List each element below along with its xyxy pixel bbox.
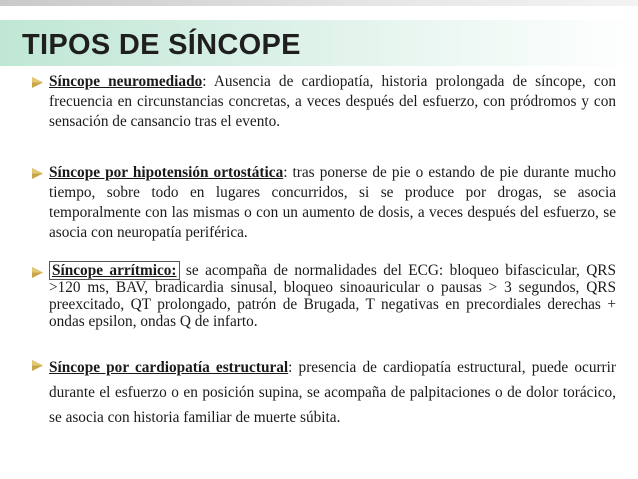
arrow-bullet-icon xyxy=(32,168,43,179)
term-description: presencia de cardiopatía estructural, puede ocurrir durante el esfuerzo o en posición supina, se acompaña de palpitaciones o de dolor torácico, se asocia con historia familiar de muerte súbita. xyxy=(49,359,616,426)
term-label: Síncope por cardiopatía estructural xyxy=(49,359,289,376)
term-description: Ausencia de cardiopatía, historia prolongada de síncope, con frecuencia en circunstancias concretas, a veces después del esfuerzo, con pródromos y con sensación de cansancio tras el evento. xyxy=(49,73,616,130)
top-decorative-bar xyxy=(0,0,638,6)
slide-title: TIPOS DE SÍNCOPE xyxy=(22,29,301,61)
list-item-text xyxy=(49,262,616,330)
term-separator: : xyxy=(283,164,288,181)
arrow-bullet-icon xyxy=(32,77,43,88)
term-description: se acompaña de normalidades del ECG: bloqueo bifascicular, QRS >120 ms, BAV, bradicardia sinusal, bloqueo sinoauricular o pausas > 3 segundos, QRS preexcitado, QT prolongado, patrón de Brugada, T negativas en precordiales derechas + ondas epsilon, ondas Q de infarto. xyxy=(49,262,616,330)
term-separator: : xyxy=(202,73,207,90)
term-separator: : xyxy=(288,359,293,376)
term-label: Síncope arrítmico: xyxy=(49,261,180,280)
term-description: tras ponerse de pie o estando de pie durante mucho tiempo, sobre todo en lugares concurridos, si se produce por drogas, se asocia temporalmente con las mismas o con un aumento de dosis, a veces después del esfuerzo, se asocia con neuropatía periférica. xyxy=(49,164,616,241)
term-label: Síncope neuromediado xyxy=(49,73,203,90)
arrow-bullet-icon xyxy=(32,267,43,278)
list-item-estructural xyxy=(32,355,616,430)
list-item-ortostatica xyxy=(32,163,616,243)
list-item-neuromediado xyxy=(32,72,616,132)
list-item-arritmico xyxy=(32,262,616,330)
list-item-text xyxy=(49,163,616,243)
list-item-text xyxy=(49,72,616,132)
term-label: Síncope por hipotensión ortostática xyxy=(49,164,284,181)
list-item-text xyxy=(49,355,616,430)
arrow-bullet-icon xyxy=(32,360,43,371)
